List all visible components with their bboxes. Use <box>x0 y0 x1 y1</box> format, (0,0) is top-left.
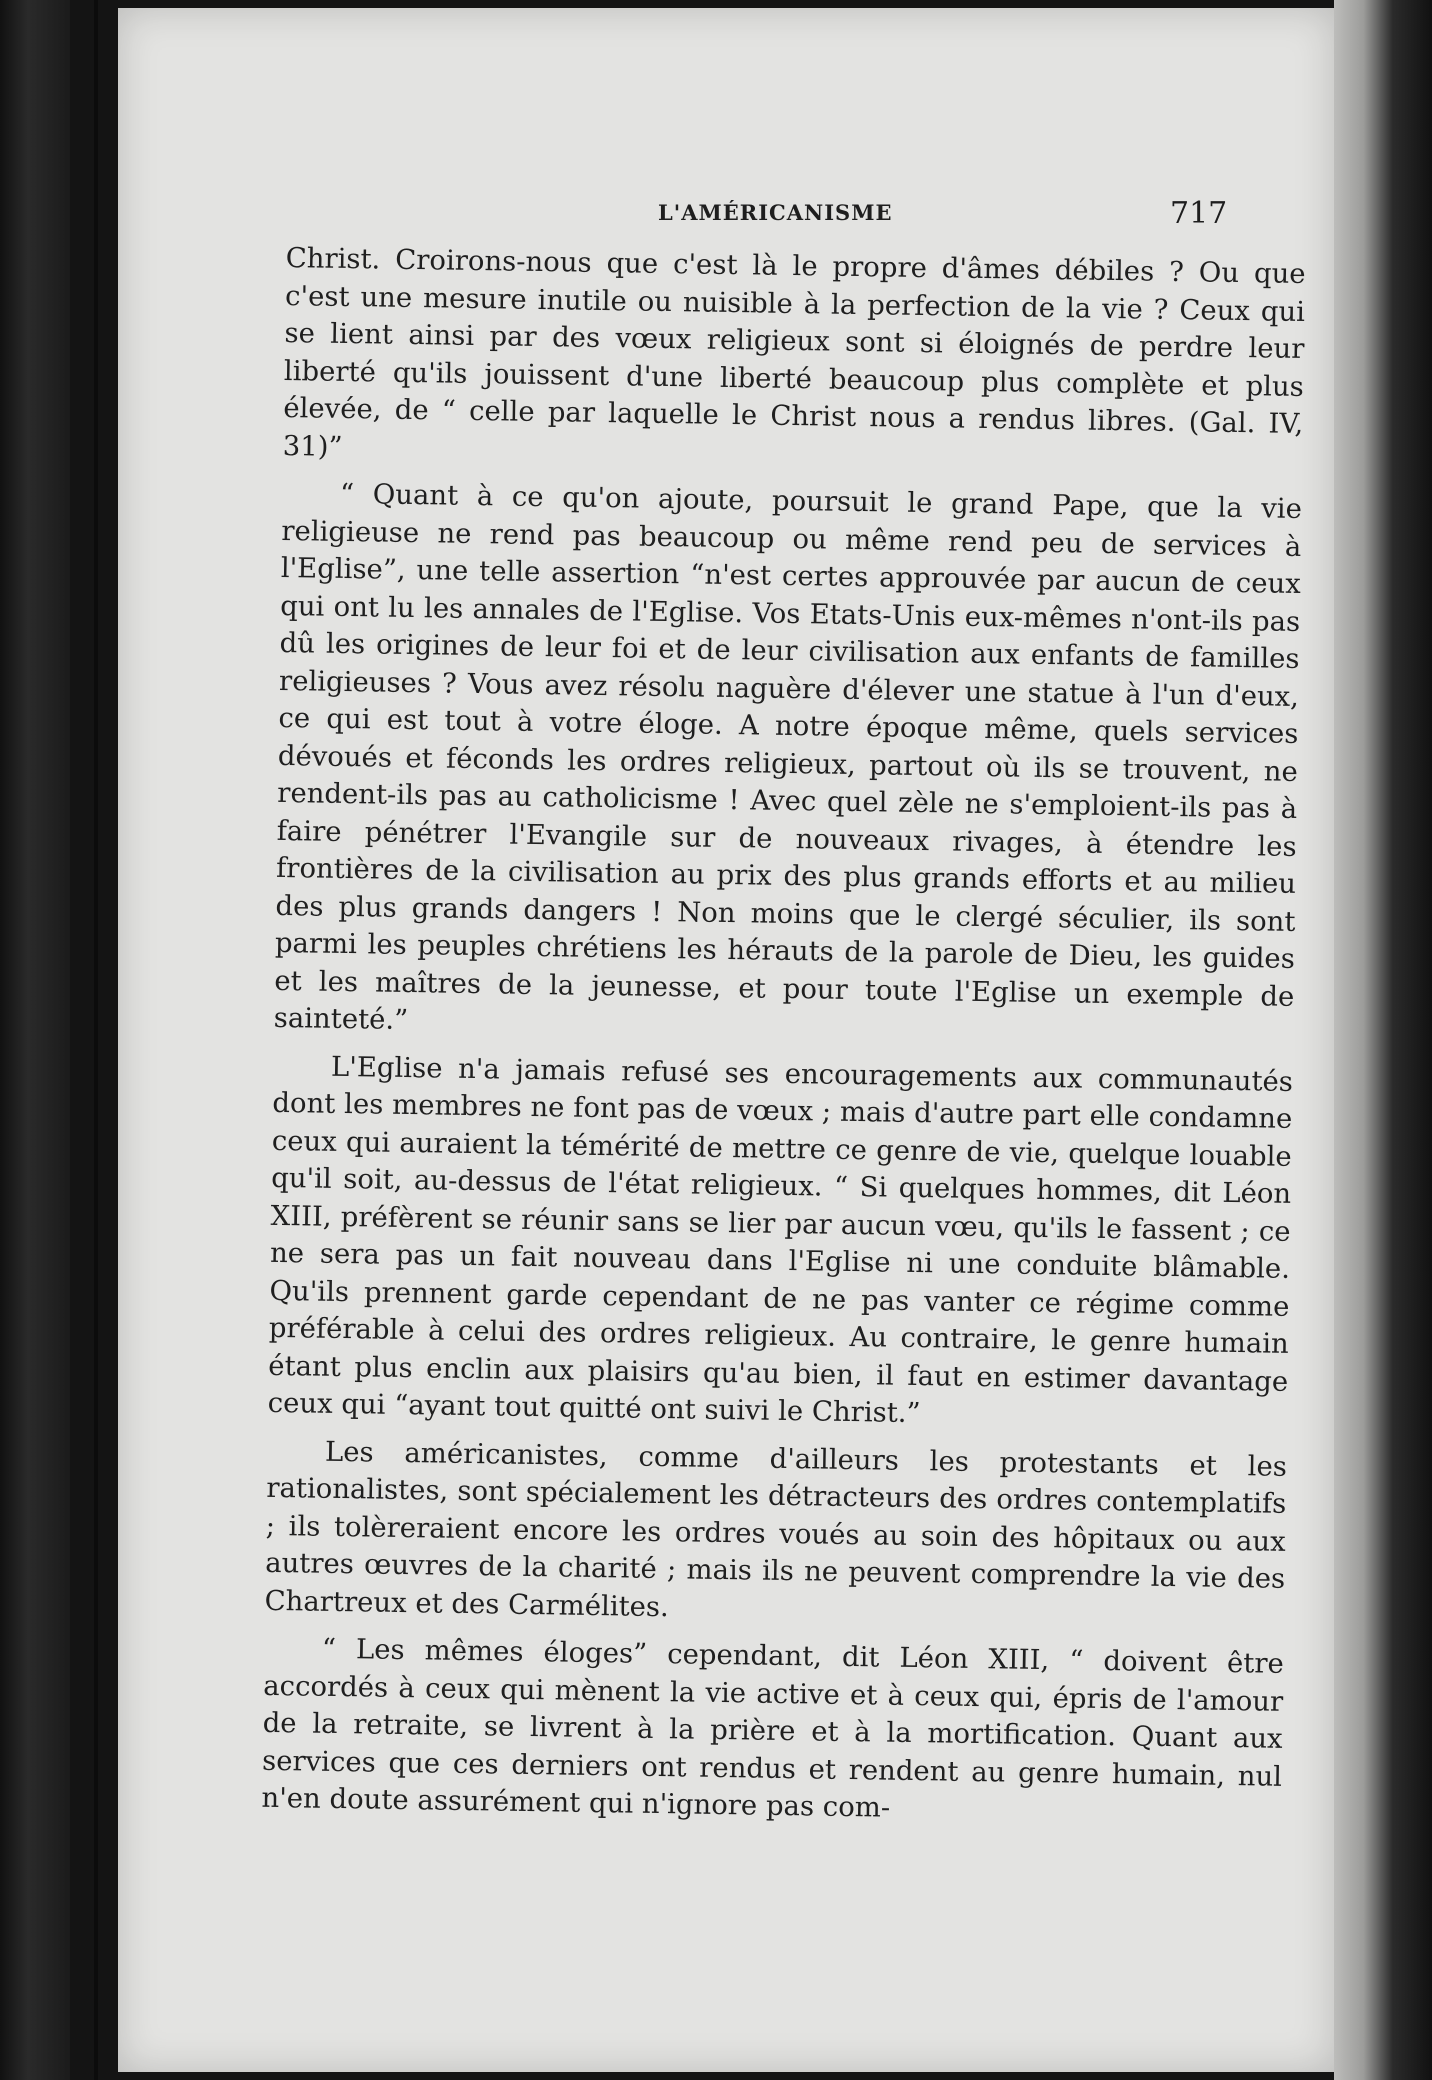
body-text <box>261 240 1306 1833</box>
paragraph: Christ. Croirons-nous que c'est là le propre d'âmes débiles ? Ou que c'est une mesure inutile ou nuisible à la perfection de la vie ? Ceux qui se lient ainsi par des vœux religieux sont si éloignés de perdre leur liberté qu'ils jouissent d'une liberté beaucoup plus complète et plus élevée, de “ celle par laquelle le Christ nous a rendus libres. (Gal. IV, 31)” <box>282 241 1306 463</box>
page-number: 717 <box>1170 196 1228 231</box>
paragraph: Les américanistes, comme d'ailleurs les protestants et les rationalistes, sont spécialement les détracteurs des ordres contemplatifs ; ils tolèreraient encore les ordres voués au soin des hôpitaux ou aux autres œuvres de la charité ; mais ils ne peuvent comprendre la vie des Chartreux et des Carmélites. <box>264 1435 1288 1623</box>
paragraph: L'Eglise n'a jamais refusé ses encouragements aux communautés dont les membres ne font pas de vœux ; mais d'autre part elle condamne ceux qui auraient la témérité de mettre ce genre de vie, quelque louable qu'il soit, au-dessus de l'état religieux. “ Si quelques hommes, dit Léon XIII, préfèrent se réunir sans se lier par aucun vœu, qu'ils le fassent ; ce ne sera pas un fait nouveau dans l'Eglise ni une conduite blâmable. Qu'ils prennent garde cependant de ne pas vanter ce régime comme préférable à celui des ordres religieux. Au contraire, le genre humain étant plus enclin aux plaisirs qu'au bien, il faut en estimer davantage ceux qui “ayant tout quitté ont suivi le Christ.” <box>267 1050 1294 1430</box>
page-edge-right <box>1334 0 1432 2080</box>
previous-page-edge <box>0 0 70 2080</box>
paragraph: “ Les mêmes éloges” cependant, dit Léon XIII, “ doivent être accordés à ceux qui mènent la vie active et à ceux qui, épris de l'amour de la retraite, se livrent à la prière et à la mortification. Quant aux services que ces derniers ont rendus et rendent au genre humain, nul n'en doute assurément qui n'ignore pas com- <box>261 1632 1285 1824</box>
running-head <box>118 196 1334 236</box>
paragraph: “ Quant à ce qu'on ajoute, poursuit le grand Pape, que la vie religieuse ne rend pas beaucoup ou même rend peu de services à l'Eglise”, une telle assertion “n'est certes approuvée par aucun de ceux qui ont lu les annales de l'Eglise. Vos Etats-Unis eux-mêmes n'ont-ils pas dû les origines de leur foi et de leur civilisation aux enfants de familles religieuses ? Vous avez résolu naguère d'élever une statue à l'un d'eux, ce qui est tout à votre éloge. A notre époque même, quels services dévoués et féconds les ordres religieux, partout où ils se trouvent, ne rendent-ils pas au catholicisme ! Avec quel zèle ne s'emploient-ils pas à faire pénétrer l'Evangile sur de nouveaux rivages, à étendre les frontières de la civilisation au prix des plus grands efforts et au milieu des plus grands dangers ! Non moins que le clergé séculier, ils sont parmi les peuples chrétiens les hérauts de la parole de Dieu, les guides et les maîtres de la jeunesse, et pour toute l'Eglise un exemple de sainteté.” <box>273 477 1303 1037</box>
book-page <box>118 8 1334 2072</box>
running-title: L'AMÉRICANISME <box>658 200 893 225</box>
binding-gutter <box>94 0 98 2080</box>
